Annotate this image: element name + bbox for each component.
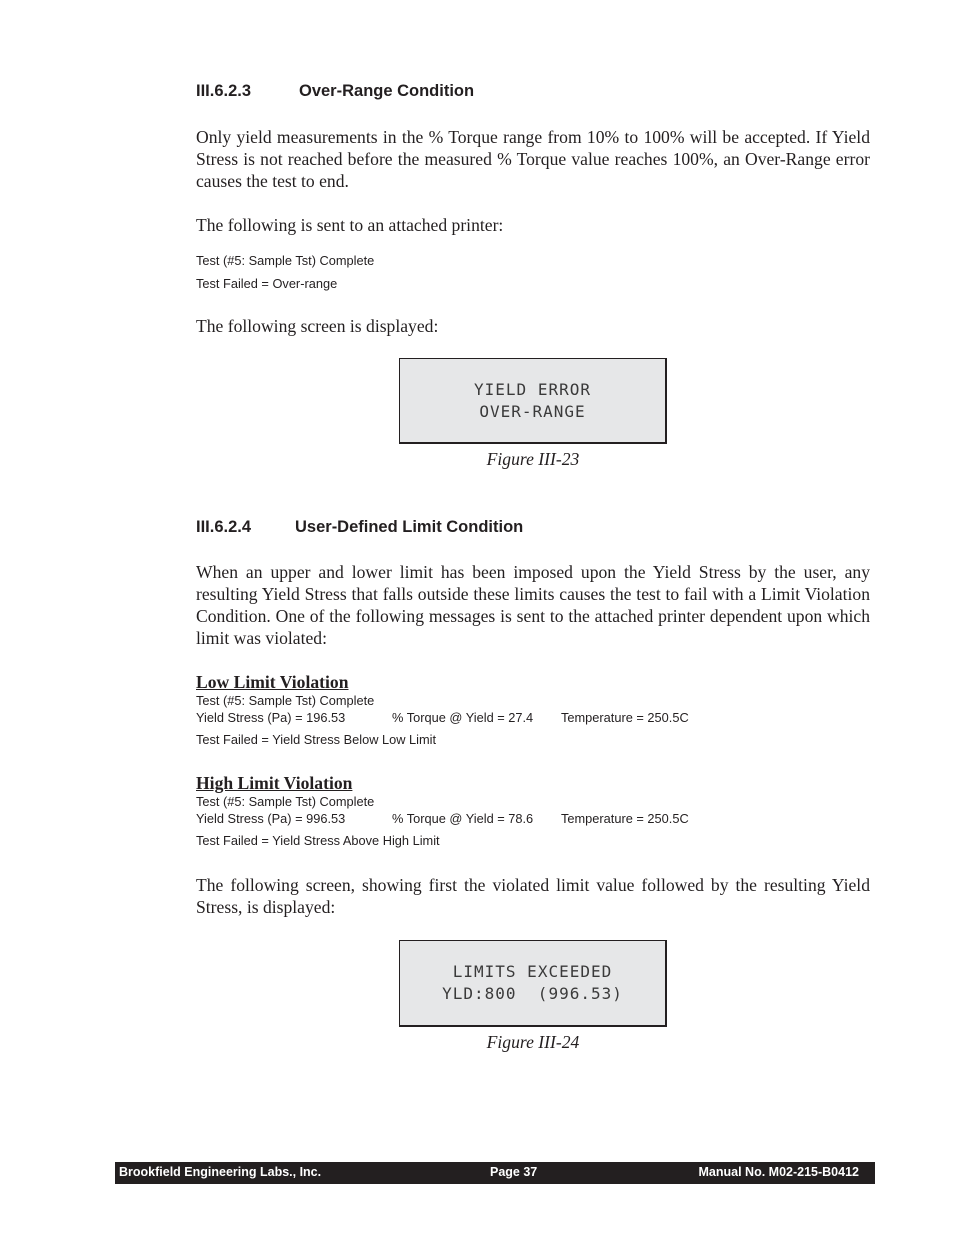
high-limit-line-1: Test (#5: Sample Tst) Complete bbox=[196, 794, 375, 809]
low-limit-torque: % Torque @ Yield = 27.4 bbox=[392, 710, 534, 725]
low-limit-failed: Test Failed = Yield Stress Below Low Limit bbox=[196, 732, 437, 747]
high-limit-failed: Test Failed = Yield Stress Above High Limit bbox=[196, 833, 440, 848]
footer-company: Brookfield Engineering Labs., Inc. bbox=[119, 1165, 322, 1179]
screen-intro: The following screen is displayed: bbox=[196, 316, 439, 336]
lcd-display-yield-error bbox=[399, 358, 667, 444]
low-limit-title: Low Limit Violation bbox=[196, 672, 349, 692]
section-title: User-Defined Limit Condition bbox=[295, 518, 524, 536]
printer-intro: The following is sent to an attached printer: bbox=[196, 215, 504, 235]
footer-manual-number: Manual No. M02-215-B0412 bbox=[698, 1165, 859, 1179]
section-heading-user-defined-limit bbox=[196, 518, 616, 538]
low-limit-line-1: Test (#5: Sample Tst) Complete bbox=[196, 693, 375, 708]
section-number: III.6.2.3 bbox=[196, 82, 252, 100]
printer-line-1: Test (#5: Sample Tst) Complete bbox=[196, 253, 375, 268]
high-limit-stress: Yield Stress (Pa) = 996.53 bbox=[196, 811, 346, 826]
lcd-line-2: OVER-RANGE bbox=[479, 401, 586, 421]
high-limit-temperature: Temperature = 250.5C bbox=[561, 811, 689, 826]
high-limit-torque: % Torque @ Yield = 78.6 bbox=[392, 811, 534, 826]
lcd-line-1: YIELD ERROR bbox=[474, 379, 591, 399]
page-footer bbox=[115, 1162, 875, 1184]
section-title: Over-Range Condition bbox=[299, 82, 475, 100]
low-limit-temperature: Temperature = 250.5C bbox=[561, 710, 689, 725]
lcd-line-2: YLD:800 (996.53) bbox=[442, 984, 623, 1003]
footer-page-number: Page 37 bbox=[490, 1165, 538, 1179]
section-heading-over-range bbox=[196, 82, 596, 102]
screen-paragraph: The following screen, showing first the violated limit value followed by the resulting Yield Stress, is displayed: bbox=[196, 875, 870, 917]
figure-caption-23: Figure III-23 bbox=[486, 449, 580, 469]
printer-line-2: Test Failed = Over-range bbox=[196, 276, 338, 291]
figure-caption-24: Figure III-24 bbox=[486, 1032, 580, 1052]
lcd-line-1: LIMITS EXCEEDED bbox=[452, 962, 613, 981]
over-range-paragraph: Only yield measurements in the % Torque range from 10% to 100% will be accepted. If Yield Stress is not reached before the measured % Torque value reaches 100%, an Over-Range error causes the test to end. bbox=[196, 127, 870, 191]
lcd-display-limits-exceeded bbox=[399, 940, 667, 1027]
low-limit-stress: Yield Stress (Pa) = 196.53 bbox=[196, 710, 346, 725]
high-limit-title: High Limit Violation bbox=[196, 773, 353, 793]
section-number: III.6.2.4 bbox=[196, 518, 252, 536]
limit-paragraph: When an upper and lower limit has been imposed upon the Yield Stress by the user, any resulting Yield Stress that falls outside these limits causes the test to fail with a Limit Violation Condition. One of the following messages is sent to the attached printer dependent upon which limit was violated: bbox=[196, 562, 870, 648]
